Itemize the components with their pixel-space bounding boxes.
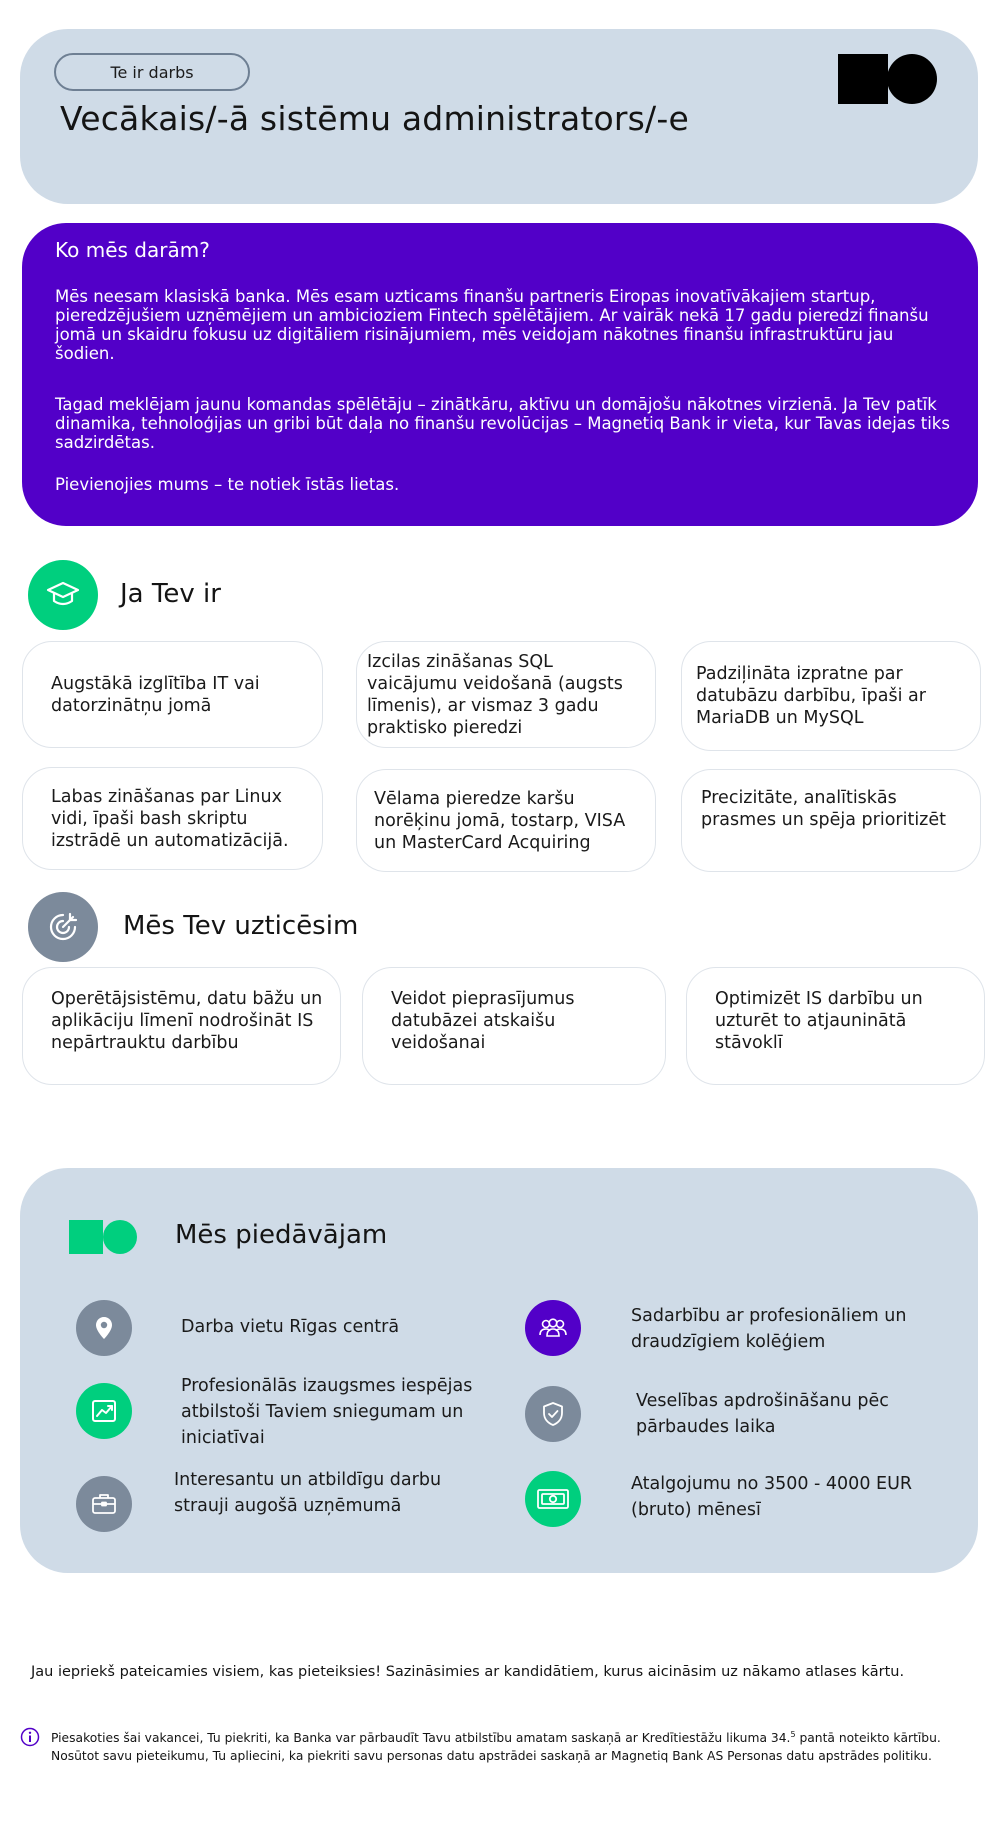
info-icon [20,1727,40,1747]
graduation-cap-icon [28,560,98,630]
briefcase-icon [76,1476,132,1532]
duty-text: Operētājsistēmu, datu bāžu un aplikāciju līmenī nodrošināt IS nepārtrauktu darbību [51,989,323,1053]
page-title: Vecākais/-ā sistēmu administrators/-e [60,99,689,138]
legal-line-1-end: pantā noteikto kārtību. [795,1731,941,1746]
offer-text: Profesionālās izaugsmes iespējas atbilstoši Taviem sniegumam un iniciatīvai [181,1376,473,1448]
legal-superscript: 5 [790,1730,796,1739]
offers-title: Mēs piedāvājam [175,1220,388,1250]
requirement-text: Augstākā izglītība IT vai datorzinātņu jomā [51,673,260,716]
offer-text: Sadarbību ar profesionāliem un draudzīgiem kolēģiem [631,1306,907,1352]
header-card [20,29,978,204]
location-pin-icon [76,1300,132,1356]
requirement-text: Precizitāte, analītiskās prasmes un spēja prioritizēt [701,788,946,830]
duty-text: Optimizēt IS darbību un uzturēt to atjauninātā stāvoklī [715,989,923,1053]
legal-line-1-text: Piesakoties šai vakancei, Tu piekriti, ka Banka var pārbaudīt Tavu atbilstību amatam saskaņā ar Kredītiestāžu likuma 34. [51,1731,791,1746]
brand-logo [838,53,938,105]
legal-line-2: Nosūtot savu pieteikumu, Tu apliecini, ka piekriti savu personas datu apstrādei saskaņā ar Magnetiq Bank AS Personas datu apstrādes politiku. [51,1749,932,1764]
duty-card [362,967,666,1085]
requirement-card [22,767,323,870]
requirement-card [356,769,656,872]
target-icon [28,892,98,962]
about-heading: Ko mēs darām? [55,238,210,262]
requirement-card [22,641,323,748]
requirement-text: Labas zināšanas par Linux vidi, īpaši bash skriptu izstrādē un automatizācijā. [51,786,289,851]
duty-card [686,967,985,1085]
shield-check-icon [525,1386,581,1442]
requirement-text: Izcilas zināšanas SQL vaicājumu veidošanā (augsts līmenis), ar vismaz 3 gadu praktisko pieredzi [367,651,623,738]
requirement-card [356,641,656,748]
offer-text: Interesantu un atbildīgu darbu strauji augošā uzņēmumā [174,1470,442,1516]
requirement-text: Vēlama pieredze karšu norēķinu jomā, tostarp, VISA un MasterCard Acquiring [374,788,626,853]
job-tag: Te ir darbs [54,53,250,91]
duty-card [22,967,341,1085]
team-icon [525,1300,581,1356]
growth-chart-icon [76,1383,132,1439]
offer-text: Darba vietu Rīgas centrā [181,1317,400,1337]
requirements-title: Ja Tev ir [120,579,221,609]
thanks-text: Jau iepriekš pateicamies visiem, kas pieteiksies! Sazināsimies ar kandidātiem, kurus aicināsim uz nākamo atlases kārtu. [31,1664,905,1680]
about-paragraph-2: Tagad meklējam jaunu komandas spēlētāju – zinātkāru, aktīvu un domājošu nākotnes virzienā. Ja Tev patīk dinamika, tehnoloģijas un gribi būt daļa no finanšu revolūcijas – Magnetiq Bank ir vieta, kur Tavas idejas tiks sadzirdētas. [55,395,950,452]
offers-section [20,1168,978,1573]
requirement-card [681,769,981,872]
about-section [22,223,978,526]
offer-text: Atalgojumu no 3500 - 4000 EUR (bruto) mēnesī [631,1474,913,1520]
legal-line-1 [51,1726,941,1747]
about-paragraph-1: Mēs neesam klasiskā banka. Mēs esam uzticams finanšu partneris Eiropas inovatīvākajiem startup, pieredzējušiem uzņēmējiem un ambicioziem Fintech spēlētājiem. Ar vairāk nekā 17 gadu pieredzi finanšu jomā un skaidru fokusu uz digitāliem risinājumiem, mēs veidojam nākotnes finanšu infrastruktūru jau šodien. [55,287,929,363]
requirement-card [681,641,981,751]
brand-logo-green [69,1220,137,1254]
duty-text: Veidot pieprasījumus datubāzei atskaišu veidošanai [391,989,575,1053]
banknote-icon [525,1471,581,1527]
offer-text: Veselības apdrošināšanu pēc pārbaudes laika [636,1391,889,1437]
requirement-text: Padziļināta izpratne par datubāzu darbību, īpaši ar MariaDB un MySQL [696,664,926,728]
duties-title: Mēs Tev uzticēsim [123,911,359,941]
about-paragraph-3: Pievienojies mums – te notiek īstās lietas. [55,475,400,494]
legal-notice [51,1726,941,1765]
